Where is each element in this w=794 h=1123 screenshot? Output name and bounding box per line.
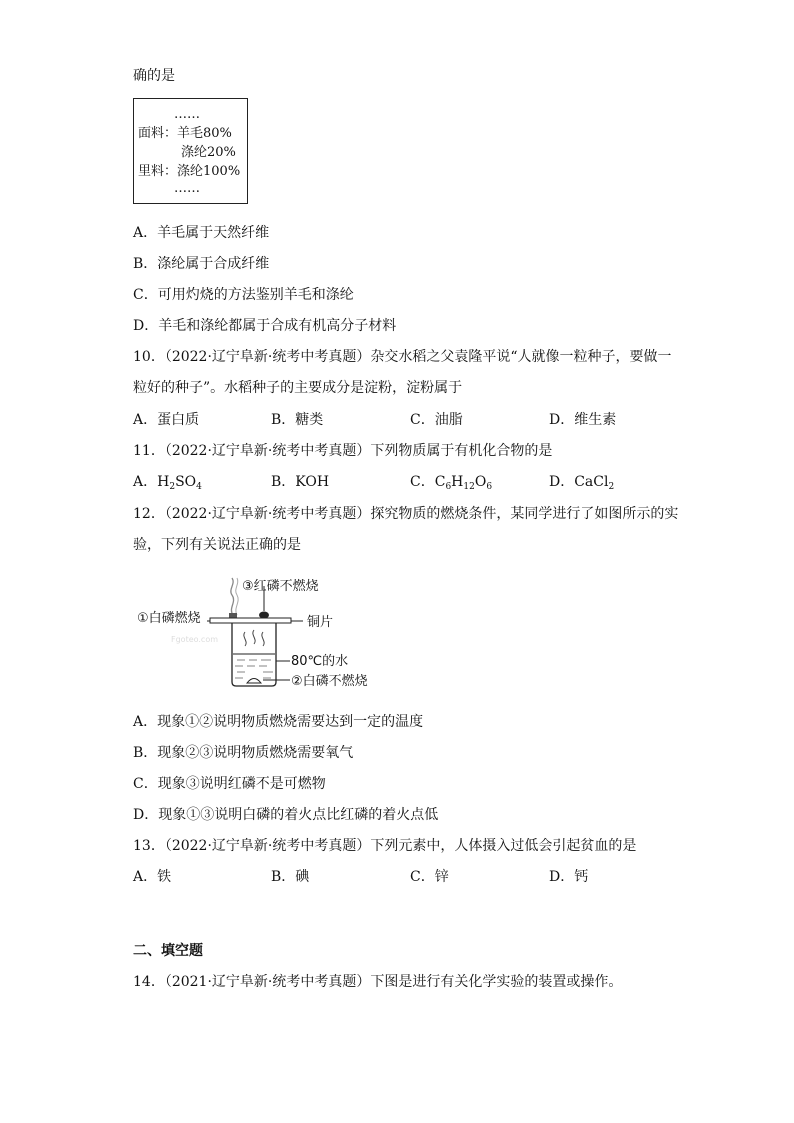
steam-icon	[262, 632, 264, 646]
water-hatching	[235, 660, 273, 678]
question-12-text-line2: 验，下列有关说法正确的是	[133, 537, 301, 553]
option-c: C．$C_6H_{12}O_6$	[410, 474, 493, 492]
option-b: B．现象②③说明物质燃烧需要氧气	[133, 745, 354, 761]
option-a: A．$H_2SO_4$	[133, 474, 202, 492]
figure-label-submerged-phosphorus: ②白磷不燃烧	[291, 674, 368, 689]
submerged-white-phosphorus-icon	[247, 679, 261, 684]
steam-icon	[244, 632, 246, 646]
figure-label-red-phosphorus: ③红磷不燃烧	[242, 579, 319, 594]
watermark: Fgoteo.com	[171, 635, 219, 644]
option-b: B．碘	[271, 869, 310, 885]
combustion-experiment-figure	[133, 570, 393, 695]
question-13-options	[133, 868, 633, 886]
option-a: A．现象①②说明物质燃烧需要达到一定的温度	[133, 714, 424, 730]
section-title: 二、填空题	[133, 943, 203, 959]
option-b: B．糖类	[271, 412, 324, 428]
figure-label-water: 80℃的水	[291, 654, 349, 669]
figure-label-white-phosphorus-burning: ①白磷燃烧	[137, 611, 201, 626]
question-14-text: 14．（2021·辽宁阜新·统考中考真题）下图是进行有关化学实验的装置或操作。	[133, 974, 623, 990]
copper-plate	[210, 618, 291, 623]
question-10-options	[133, 411, 633, 429]
label-face-fabric: 面料：羊毛80%	[138, 126, 232, 141]
option-a: A．蛋白质	[133, 412, 200, 428]
question-13-text: 13．（2022·辽宁阜新·统考中考真题）下列元素中，人体摄入过低会引起贫血的是	[133, 838, 637, 854]
option-d: D．CaCl$_2$	[549, 474, 615, 492]
white-phosphorus-icon	[229, 613, 237, 618]
question-11-options	[133, 473, 653, 491]
question-12-text: 12．（2022·辽宁阜新·统考中考真题）探究物质的燃烧条件，某同学进行了如图所示的实	[133, 506, 679, 522]
label-dots-top: ……	[174, 107, 200, 122]
option-a: A．羊毛属于天然纤维	[133, 225, 270, 241]
label-face-fabric-line2: 涤纶20%	[181, 145, 236, 160]
question-10-text: 10．（2022·辽宁阜新·统考中考真题）杂交水稻之父袁隆平说“人就像一粒种子，要做一	[133, 349, 672, 365]
steam-icon	[253, 630, 255, 644]
question-10-text-line2: 粒好的种子”。水稻种子的主要成分是淀粉，淀粉属于	[133, 380, 463, 396]
clothing-label-box	[133, 98, 248, 204]
option-a: A．铁	[133, 869, 172, 885]
question-11-text: 11．（2022·辽宁阜新·统考中考真题）下列物质属于有机化合物的是	[133, 443, 553, 459]
option-d: D．钙	[549, 869, 589, 885]
option-d: D．现象①③说明白磷的着火点比红磷的着火点低	[133, 807, 439, 823]
label-dots-bottom: ……	[174, 181, 200, 196]
option-b: B．KOH	[271, 474, 330, 490]
option-c: C．油脂	[410, 412, 463, 428]
question-text: 确的是	[133, 68, 175, 84]
red-phosphorus-icon	[259, 612, 269, 619]
label-lining: 里料：涤纶100%	[138, 164, 241, 179]
option-d: D．维生素	[549, 412, 617, 428]
figure-label-copper: 铜片	[307, 615, 334, 630]
option-c: C．可用灼烧的方法鉴别羊毛和涤纶	[133, 287, 354, 303]
option-c: C．现象③说明红磷不是可燃物	[133, 776, 326, 792]
option-d: D．羊毛和涤纶都属于合成有机高分子材料	[133, 318, 397, 334]
smoke-icon	[236, 578, 238, 615]
option-c: C．锌	[410, 869, 449, 885]
smoke-icon	[231, 578, 234, 615]
option-b: B．涤纶属于合成纤维	[133, 256, 270, 272]
